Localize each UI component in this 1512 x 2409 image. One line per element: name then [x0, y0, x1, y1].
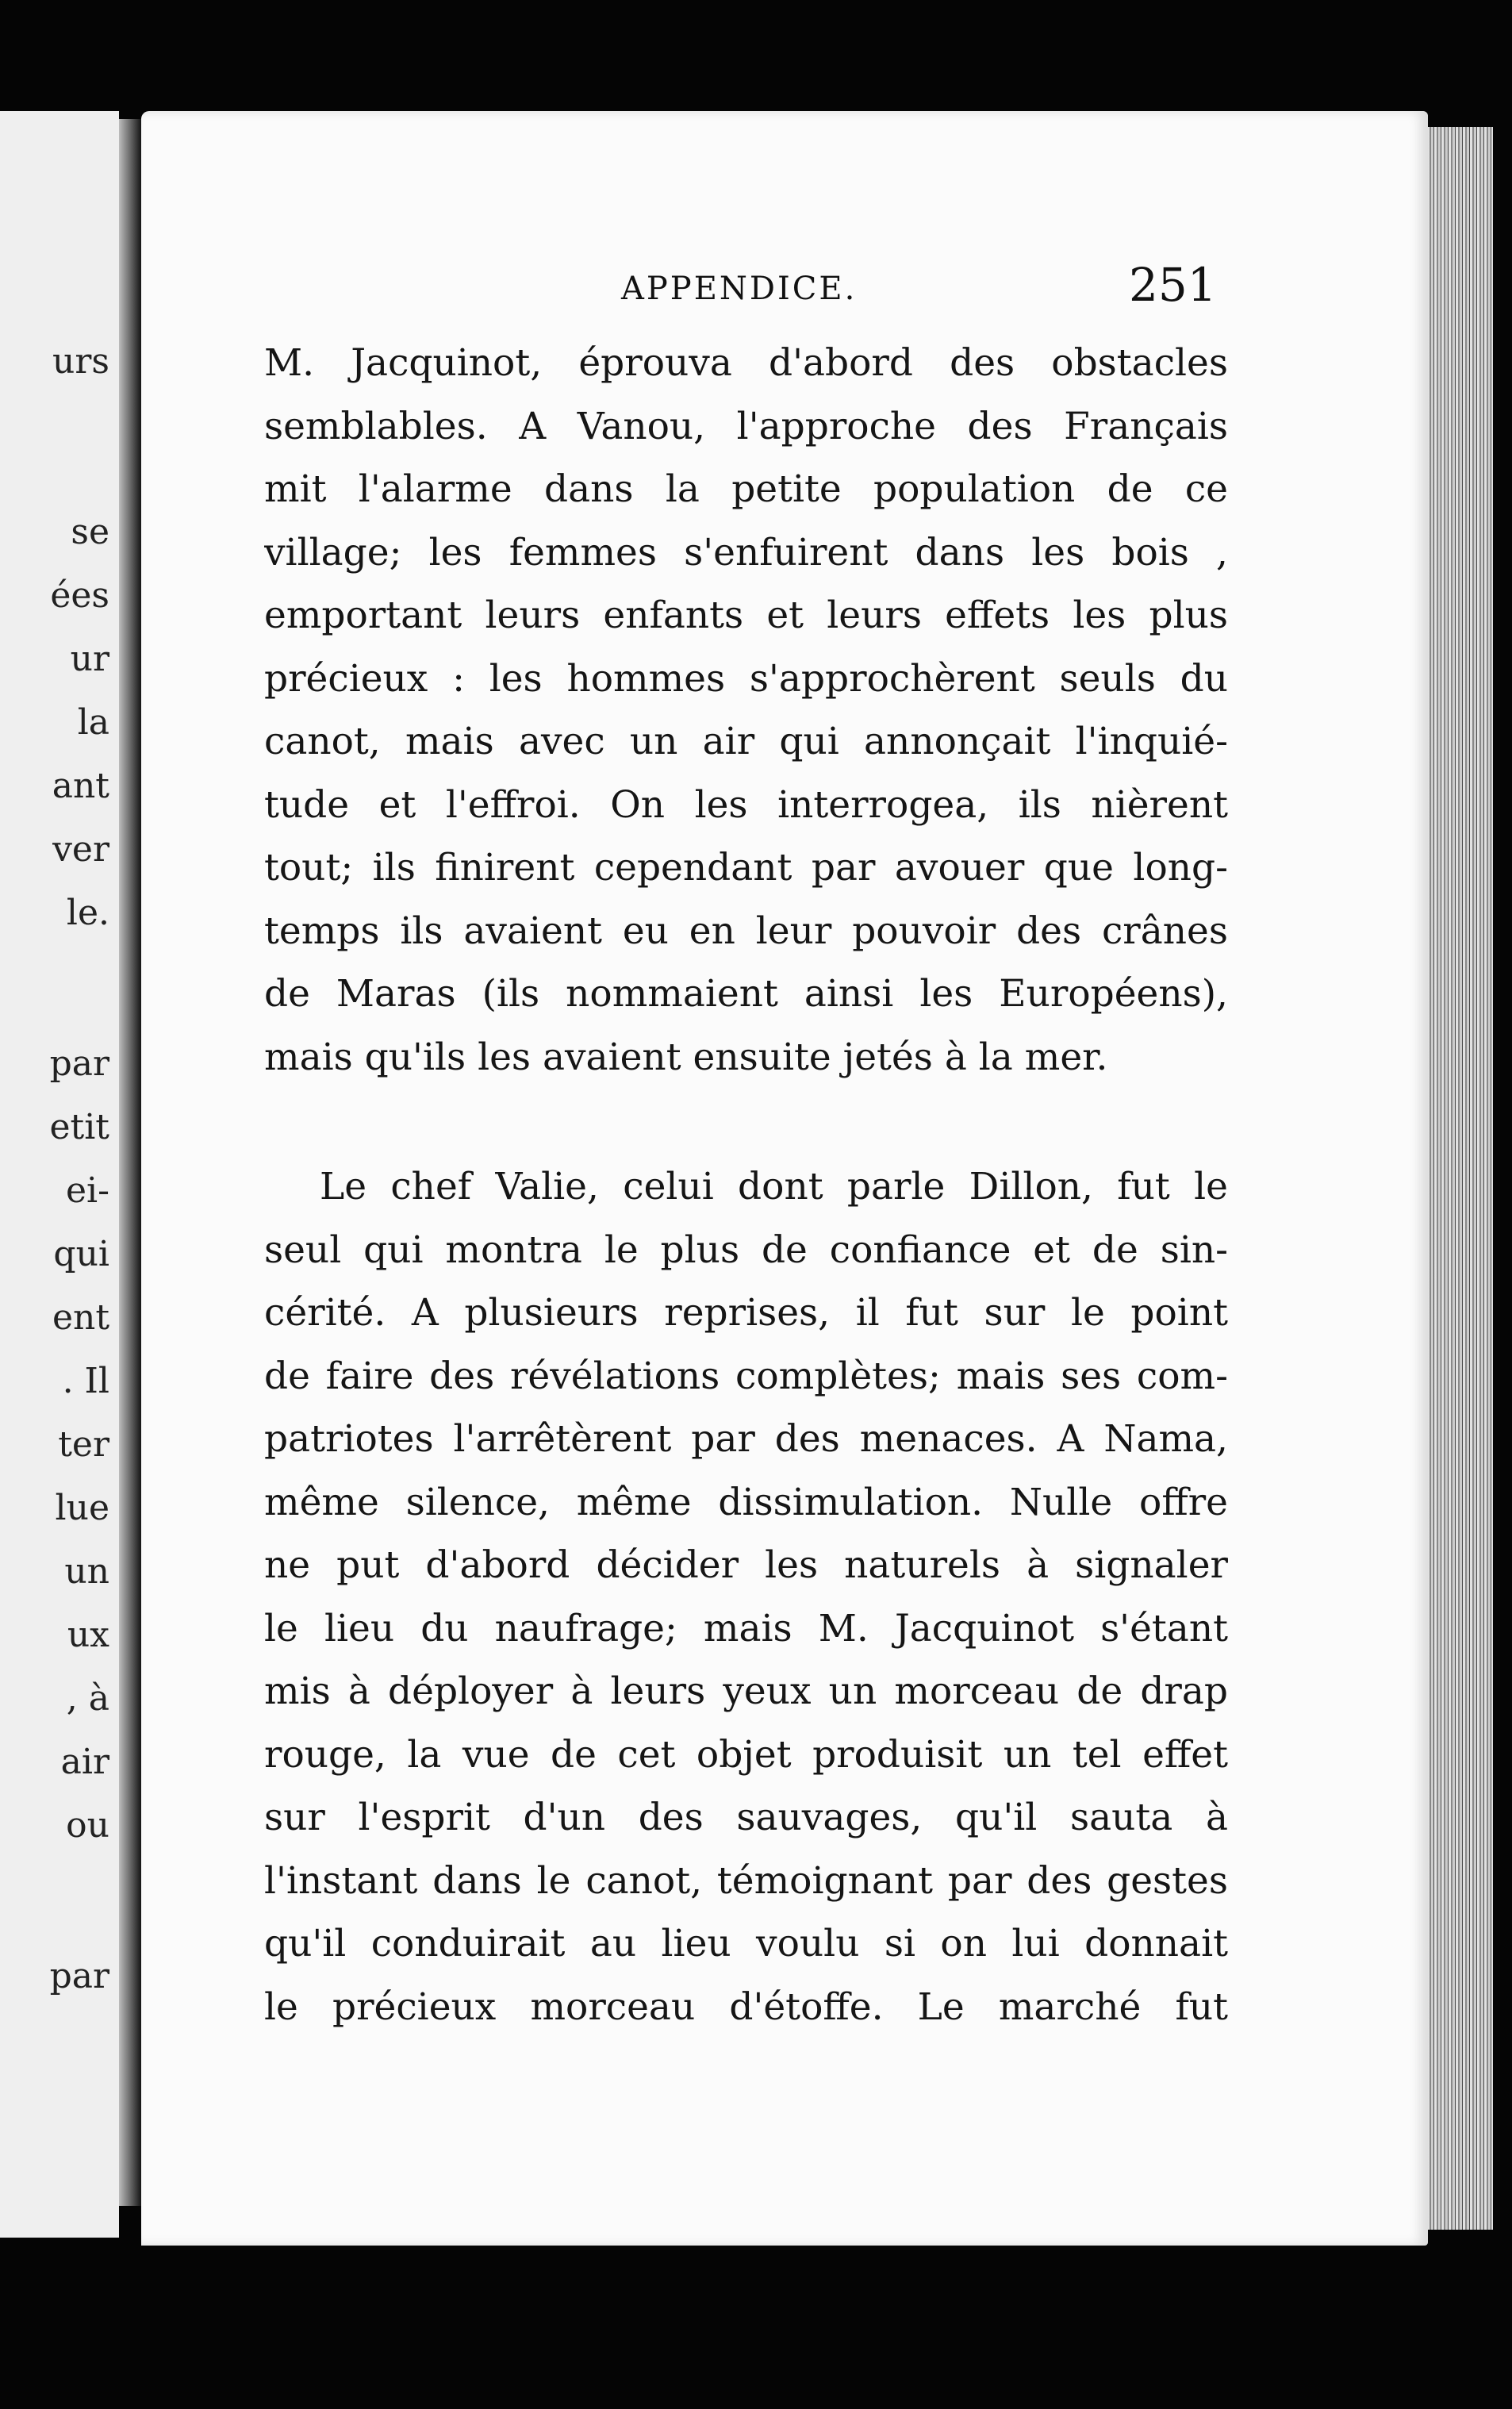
left-fragment: air — [60, 1742, 109, 1782]
text-line: cérité. A plusieurs reprises, il fut sur le point — [264, 1291, 1228, 1335]
left-fragment: lue — [55, 1488, 109, 1528]
left-fragment: ent — [52, 1297, 109, 1338]
text-line: village; les femmes s'enfuirent dans les bois , — [264, 530, 1228, 574]
text-line: de faire des révélations complètes; mais ses com- — [264, 1354, 1228, 1398]
book-gutter — [119, 119, 141, 2206]
left-fragment: le. — [66, 893, 109, 933]
text-line: tout; ils finirent cependant par avouer que long- — [264, 846, 1228, 889]
paragraph-2 — [264, 1155, 1228, 2038]
left-fragment: ei- — [66, 1170, 109, 1211]
page-stack-edge — [1420, 127, 1493, 2230]
left-fragment: , à — [66, 1678, 109, 1719]
text-line: sur l'esprit d'un des sauvages, qu'il sauta à — [264, 1796, 1228, 1839]
left-fragment: se — [71, 512, 109, 552]
text-line: M. Jacquinot, éprouva d'abord des obstacles — [264, 341, 1228, 385]
body-text — [264, 332, 1228, 2038]
book-page — [141, 111, 1428, 2246]
left-fragment: ur — [70, 639, 109, 679]
text-line: patriotes l'arrêtèrent par des menaces. A Nama, — [264, 1417, 1228, 1461]
text-line: Le chef Valie, celui dont parle Dillon, fut le — [320, 1165, 1228, 1208]
left-fragment: ux — [67, 1615, 109, 1655]
left-fragment: la — [77, 702, 109, 743]
running-head: APPENDICE. — [621, 271, 858, 307]
text-line: l'instant dans le canot, témoignant par des gestes — [264, 1858, 1228, 1903]
left-fragment: ées — [50, 575, 109, 616]
left-fragment: un — [64, 1551, 109, 1592]
left-fragment: ver — [52, 829, 109, 870]
paragraph-1 — [264, 332, 1228, 1089]
text-line: semblables. A Vanou, l'approche des Français — [264, 404, 1228, 448]
left-fragment: ou — [66, 1805, 109, 1846]
text-line: temps ils avaient eu en leur pouvoir des crânes — [264, 909, 1228, 953]
page-number: 251 — [1129, 258, 1217, 312]
paragraph-gap — [264, 1089, 1228, 1155]
left-fragment: qui — [53, 1234, 109, 1274]
text-line: tude et l'effroi. On les interrogea, ils nièrent — [264, 782, 1228, 827]
left-fragment: par — [49, 1043, 109, 1084]
left-fragment: par — [49, 1956, 109, 1996]
left-fragment: etit — [49, 1107, 109, 1147]
text-line: même silence, même dissimulation. Nulle offre — [264, 1480, 1228, 1524]
page-header — [141, 258, 1428, 321]
text-line: mais qu'ils les avaient ensuite jetés à la mer. — [264, 1035, 1108, 1079]
left-fragment: urs — [52, 341, 109, 382]
text-line: mis à déployer à leurs yeux un morceau de drap — [264, 1669, 1228, 1713]
left-fragment: ant — [52, 766, 109, 806]
left-fragment: ter — [58, 1424, 109, 1465]
text-line: seul qui montra le plus de confiance et de sin- — [264, 1228, 1228, 1272]
text-line: rouge, la vue de cet objet produisit un tel effet — [264, 1732, 1228, 1777]
text-line: précieux : les hommes s'approchèrent seuls du — [264, 656, 1228, 701]
text-line: le lieu du naufrage; mais M. Jacquinot s'étant — [264, 1606, 1228, 1650]
text-line: qu'il conduirait au lieu voulu si on lui donnait — [264, 1922, 1228, 1965]
left-page-edge — [0, 111, 119, 2238]
text-line: emportant leurs enfants et leurs effets les plus — [264, 594, 1228, 637]
text-line: mit l'alarme dans la petite population de ce — [264, 467, 1228, 511]
text-line: ne put d'abord décider les naturels à signaler — [264, 1543, 1228, 1587]
text-line: canot, mais avec un air qui annonçait l'inquié- — [264, 720, 1228, 763]
left-page-fragments — [0, 111, 119, 2238]
text-line: le précieux morceau d'étoffe. Le marché fut — [264, 1984, 1228, 2029]
left-fragment: . Il — [62, 1361, 109, 1401]
text-line: de Maras (ils nommaient ainsi les Européens), — [264, 972, 1228, 1016]
